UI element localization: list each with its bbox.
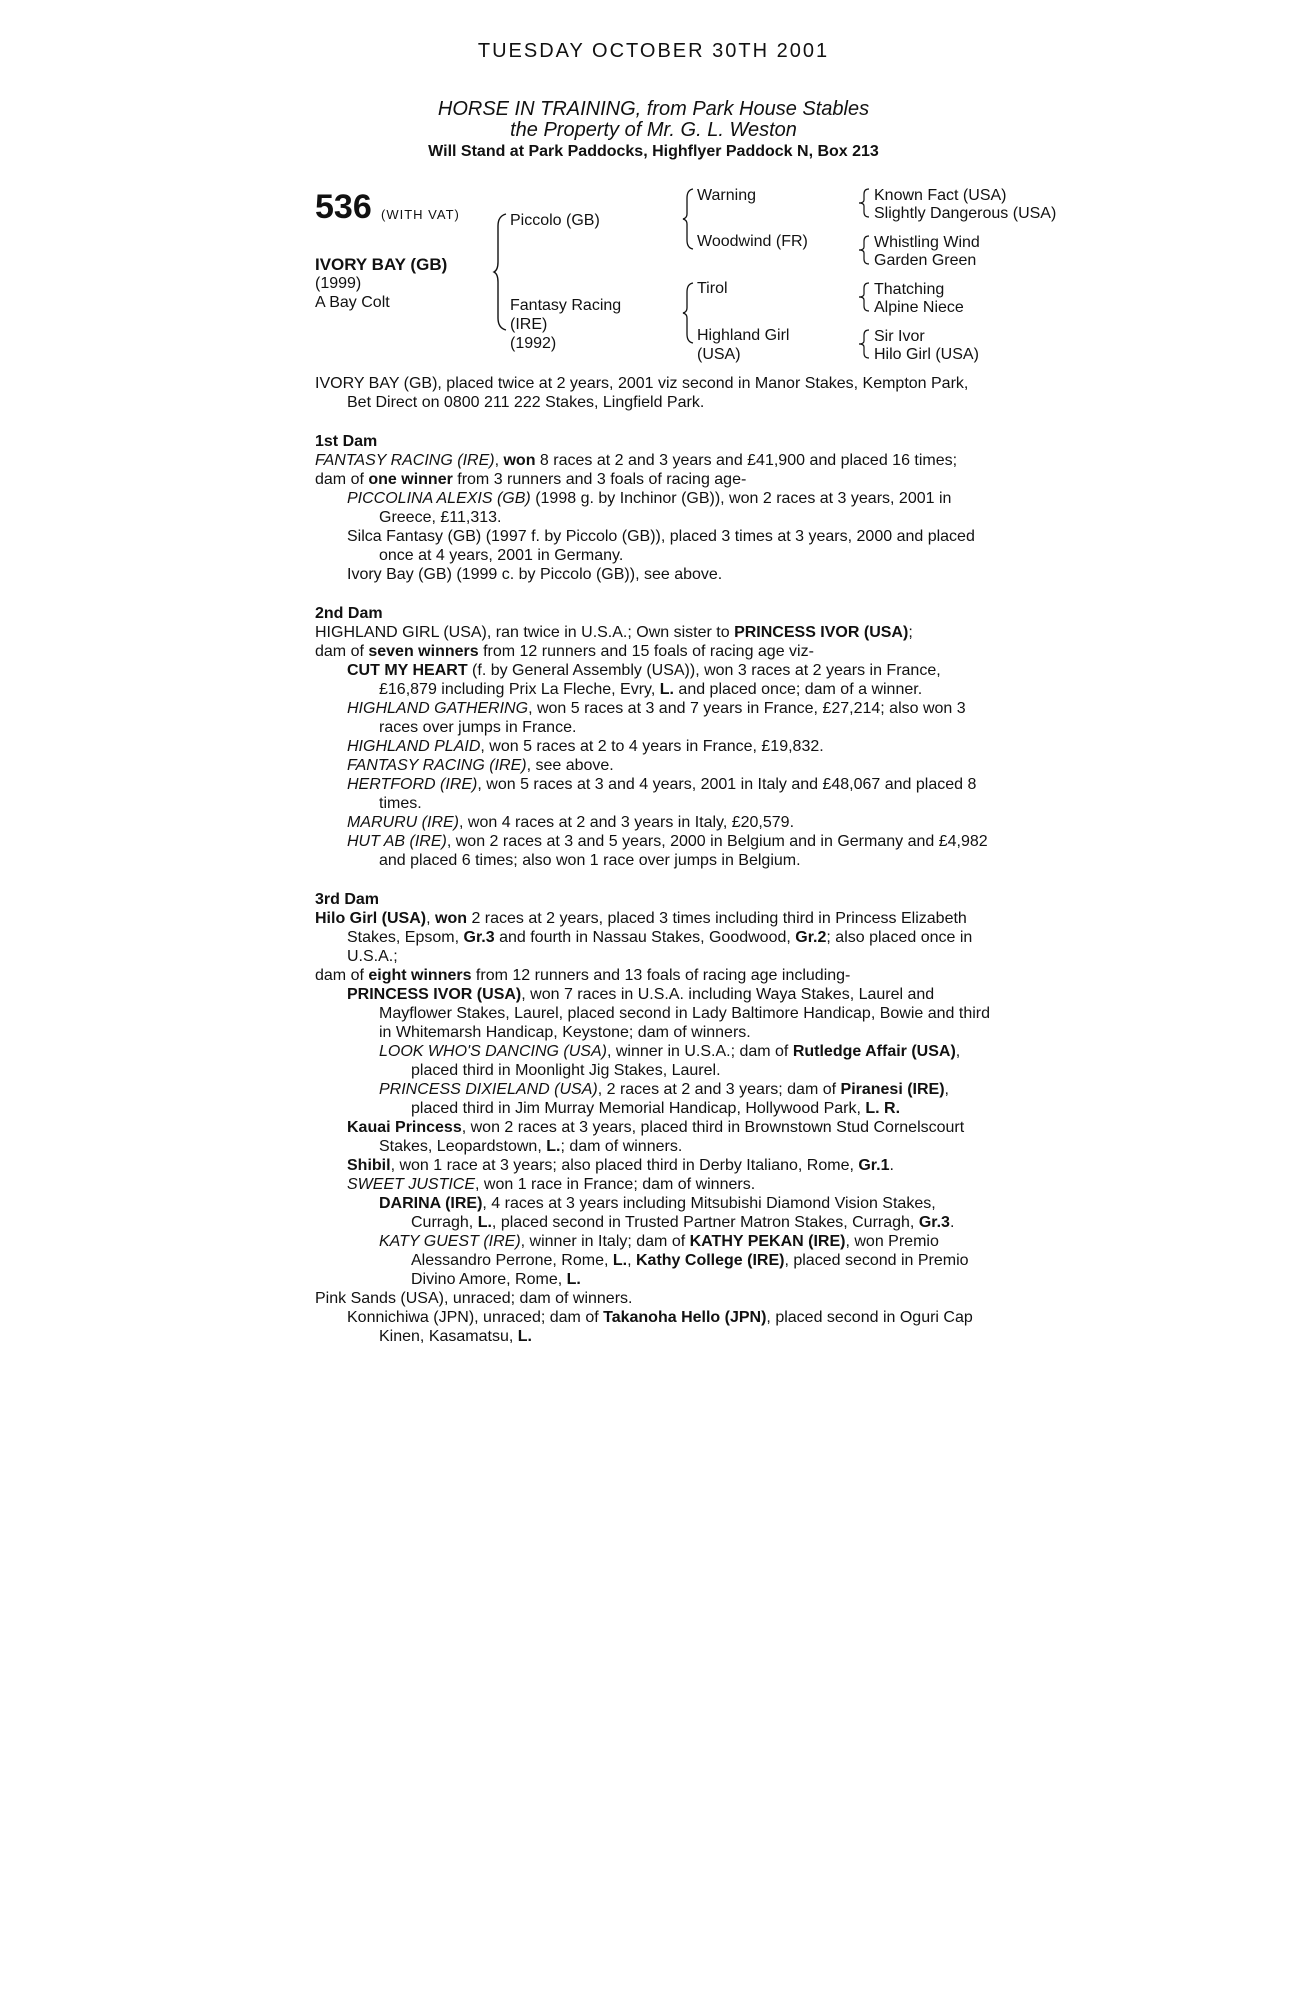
grand-produce-item (315, 1308, 995, 1346)
listed-mark: L. (546, 1138, 561, 1155)
produce-rest: from 3 runners and 3 foals of racing age- (452, 471, 747, 488)
produce-detail: , won 7 races in U.S.A. including Waya Stakes, Laurel and Mayflower Stakes, Laurel, placed second in Lady Baltimore Handicap, Bowie and third in Whitemarsh Handicap, Keystone; dam of winners. (379, 986, 990, 1041)
race-summary: IVORY BAY (GB), placed twice at 2 years, 2001 viz second in Manor Stakes, Kempton Park, Bet Direct on 0800 211 222 Stakes, Lingfield Park. (315, 375, 969, 411)
dam-of-label: dam of (315, 471, 369, 488)
produce-detail: , won 2 races at 3 years, placed third in Brownstown Stud Cornelscourt Stakes, Leopardstown, (379, 1119, 965, 1155)
produce-name: HIGHLAND PLAID (347, 738, 481, 755)
sister-name: PRINCESS IVOR (USA) (734, 624, 909, 641)
pedigree-notes (315, 374, 995, 1346)
produce-name: HIGHLAND GATHERING (347, 700, 529, 717)
winner-name: Piranesi (IRE) (840, 1081, 945, 1098)
produce-detail: , placed second in Premio Divino Amore, Rome, (411, 1252, 969, 1288)
produce-item (315, 775, 995, 813)
produce-name: CUT MY HEART (347, 662, 468, 679)
ggs-7: Sir Ivor (874, 328, 925, 345)
record-text: and fourth in Nassau Stakes, Goodwood, (494, 929, 796, 946)
ggs-6: Alpine Niece (874, 299, 964, 316)
produce-detail: , placed third in Jim Murray Memorial Handicap, Hollywood Park, (411, 1081, 949, 1117)
produce-item (315, 1175, 995, 1194)
produce-item: Silca Fantasy (GB) (1997 f. by Piccolo (GB)), placed 3 times at 3 years, 2000 and placed once at 4 years, 2001 in Germany. (347, 528, 975, 564)
punct: ; (908, 624, 913, 641)
produce-item (315, 756, 995, 775)
listed-mark: L. (477, 1214, 492, 1231)
grand-produce-item (315, 1232, 995, 1289)
produce-name: HUT AB (IRE) (347, 833, 447, 850)
produce-detail: ; dam of winners. (560, 1138, 683, 1155)
won-label: won (503, 452, 536, 469)
pedigree-brace-dam (683, 282, 697, 344)
produce-detail: , won 1 race in France; dam of winners. (475, 1176, 756, 1193)
grand-produce-item (315, 1080, 995, 1118)
produce-detail: , 2 races at 2 and 3 years; dam of (597, 1081, 841, 1098)
stand-location: Will Stand at Park Paddocks, Highflyer Paddock N, Box 213 (428, 143, 879, 160)
pedigree-brace-gs1 (859, 188, 871, 218)
lot-number: 536 (315, 188, 372, 226)
first-dam-heading: 1st Dam (315, 433, 378, 450)
produce-item (315, 661, 995, 699)
winner-name: Rutledge Affair (USA) (792, 1043, 956, 1060)
dam-dam-line1: Highland Girl (697, 327, 790, 344)
winner-count: one winner (368, 471, 453, 488)
group-mark: Gr.2 (795, 929, 827, 946)
produce-detail: , placed third in Moonlight Jig Stakes, Laurel. (411, 1043, 961, 1079)
sire: Piccolo (GB) (510, 212, 600, 229)
produce-detail: , won 5 races at 3 and 4 years, 2001 in Italy and £48,067 and placed 8 times. (379, 776, 977, 812)
listed-mark: L. (517, 1328, 532, 1345)
produce-detail: , won 1 race at 3 years; also placed third in Derby Italiano, Rome, (390, 1157, 859, 1174)
winner-name: KATHY PEKAN (IRE) (689, 1233, 846, 1250)
horse-year: (1999) (315, 275, 362, 292)
record-text: ; also placed once in U.S.A.; (347, 929, 973, 965)
first-dam-record: FANTASY RACING (IRE), won 8 races at 2 and 3 years and £41,900 and placed 16 times; (315, 452, 958, 469)
second-dam-record (315, 623, 995, 642)
listed-mark: L. (612, 1252, 628, 1269)
third-dam-record: Hilo Girl (USA), won 2 races at 2 years, placed 3 times including third in Princess Elizabeth Stakes, Epsom, Gr.3 and fourth in Nassau Stakes, Goodwood, Gr.2; also placed once in U.S.A.; (315, 910, 973, 965)
produce-detail: , 4 races at 3 years including Mitsubishi Diamond Vision Stakes, Curragh, (411, 1195, 936, 1231)
third-dam-name: Hilo Girl (USA) (315, 910, 427, 927)
produce-detail: , see above. (526, 757, 614, 774)
produce-item (315, 832, 995, 870)
produce-item: Pink Sands (USA), unraced; dam of winners. (315, 1290, 633, 1307)
produce-detail: Konnichiwa (JPN), unraced; dam of (347, 1309, 604, 1326)
produce-rest: from 12 runners and 13 foals of racing age including- (471, 967, 851, 984)
horse-name: IVORY BAY (GB) (315, 255, 448, 274)
produce-detail-end: and placed once; dam of a winner. (673, 681, 923, 698)
pedigree-brace-sire (683, 188, 697, 250)
produce-name: DARINA (IRE) (379, 1195, 483, 1212)
produce-item (315, 813, 995, 832)
listed-mark: L. (566, 1271, 581, 1288)
ggs-5: Thatching (874, 281, 945, 298)
produce-name: KATY GUEST (IRE) (379, 1233, 521, 1250)
second-dam-heading: 2nd Dam (315, 605, 383, 622)
punct: . (889, 1157, 894, 1174)
ggs-3: Whistling Wind (874, 234, 980, 251)
produce-detail: , won 5 races at 3 and 7 years in France, £27,214; also won 3 races over jumps in France. (379, 700, 966, 736)
ggs-4: Garden Green (874, 252, 977, 269)
sire-sire: Warning (697, 187, 756, 204)
vat-note: (WITH VAT) (381, 207, 460, 222)
group-mark: Gr.1 (858, 1157, 890, 1174)
group-mark: Gr.3 (918, 1214, 950, 1231)
winner-count: seven winners (368, 643, 479, 660)
sale-date: TUESDAY OCTOBER 30TH 2001 (477, 40, 830, 62)
ggs-8: Hilo Girl (USA) (874, 346, 979, 363)
third-dam-produce (315, 966, 995, 985)
listed-mark: L. (659, 681, 674, 698)
record-text: 2 races at 2 years, placed 3 times including third in Princess Elizabeth Stakes, Epsom, (347, 910, 967, 946)
produce-detail: , won 5 races at 2 to 4 years in France, £19,832. (480, 738, 824, 755)
winner-count: eight winners (368, 967, 472, 984)
produce-detail: , winner in Italy; dam of (520, 1233, 690, 1250)
pedigree-brace-gs3 (859, 282, 871, 312)
dam-of-label: dam of (315, 967, 369, 984)
produce-detail: , placed second in Trusted Partner Matron Stakes, Curragh, (491, 1214, 919, 1231)
produce-name: PRINCESS IVOR (USA) (347, 986, 522, 1003)
produce-name: PICCOLINA ALEXIS (GB) (347, 490, 531, 507)
dam-line1: Fantasy Racing (510, 297, 622, 314)
produce-detail: , winner in U.S.A.; dam of (606, 1043, 793, 1060)
produce-name: PRINCESS DIXIELAND (USA) (379, 1081, 598, 1098)
pedigree-brace-gs4 (859, 329, 871, 359)
produce-detail: , won 4 races at 2 and 3 years in Italy, £20,579. (459, 814, 795, 831)
produce-name: MARURU (IRE) (347, 814, 459, 831)
vendor-line-2: the Property of Mr. G. L. Weston (510, 119, 797, 141)
first-dam-rest: 8 races at 2 and 3 years and £41,900 and placed 16 times; (535, 452, 958, 469)
produce-name: Shibil (347, 1157, 391, 1174)
produce-detail: (f. by General Assembly (USA)), won 3 races at 2 years in France, £16,879 including Prix La Fleche, Evry, (379, 662, 941, 698)
grand-produce-item (315, 1194, 995, 1232)
produce-name: SWEET JUSTICE (347, 1176, 476, 1193)
first-dam-name: FANTASY RACING (IRE) (315, 452, 495, 469)
produce-item (315, 489, 995, 527)
produce-detail: , won 2 races at 3 and 5 years, 2000 in Belgium and in Germany and £4,982 and placed 6 times; also won 1 race over jumps in Belgium. (379, 833, 988, 869)
dam-line3: (1992) (510, 335, 557, 352)
group-mark: Gr.3 (463, 929, 495, 946)
produce-name: LOOK WHO'S DANCING (USA) (379, 1043, 607, 1060)
produce-item (315, 737, 995, 756)
produce-detail: (1998 g. by Inchinor (GB)), won 2 races at 3 years, 2001 in Greece, £11,313. (379, 490, 952, 526)
punct: , (627, 1252, 636, 1269)
vendor-line-1: HORSE IN TRAINING, from Park House Stables (437, 98, 870, 120)
produce-item (315, 1156, 995, 1175)
produce-item (315, 1118, 995, 1156)
pedigree-brace-gs2 (859, 235, 871, 265)
produce-item (315, 699, 995, 737)
produce-name: HERTFORD (IRE) (347, 776, 478, 793)
won-label: won (435, 910, 467, 927)
second-dam-text: HIGHLAND GIRL (USA), ran twice in U.S.A.; Own sister to (315, 624, 735, 641)
produce-rest: from 12 runners and 15 foals of racing age viz- (478, 643, 814, 660)
dam-sire: Tirol (697, 280, 728, 297)
sire-dam: Woodwind (FR) (697, 233, 808, 250)
listed-mark: L. R. (865, 1100, 901, 1117)
first-dam-produce (315, 470, 995, 489)
grand-produce-item (315, 1042, 995, 1080)
dam-of-label: dam of (315, 643, 369, 660)
third-dam-heading: 3rd Dam (315, 891, 380, 908)
produce-detail: , won Premio Alessandro Perrone, Rome, (411, 1233, 939, 1269)
second-dam-produce (315, 642, 995, 661)
produce-detail: , placed second in Oguri Cap Kinen, Kasamatsu, (379, 1309, 973, 1345)
horse-description: A Bay Colt (315, 294, 390, 311)
ggs-1: Known Fact (USA) (874, 187, 1007, 204)
winner-name: Kathy College (IRE) (635, 1252, 785, 1269)
winner-name: Takanoha Hello (JPN) (603, 1309, 767, 1326)
dam-dam-line2: (USA) (697, 346, 741, 363)
punct: . (949, 1214, 955, 1231)
ggs-2: Slightly Dangerous (USA) (874, 205, 1057, 222)
dam-line2: (IRE) (510, 316, 548, 333)
produce-item: Ivory Bay (GB) (1999 c. by Piccolo (GB)), see above. (347, 566, 723, 583)
produce-name: Kauai Princess (347, 1119, 462, 1136)
produce-item (315, 985, 995, 1042)
produce-name: FANTASY RACING (IRE) (347, 757, 527, 774)
